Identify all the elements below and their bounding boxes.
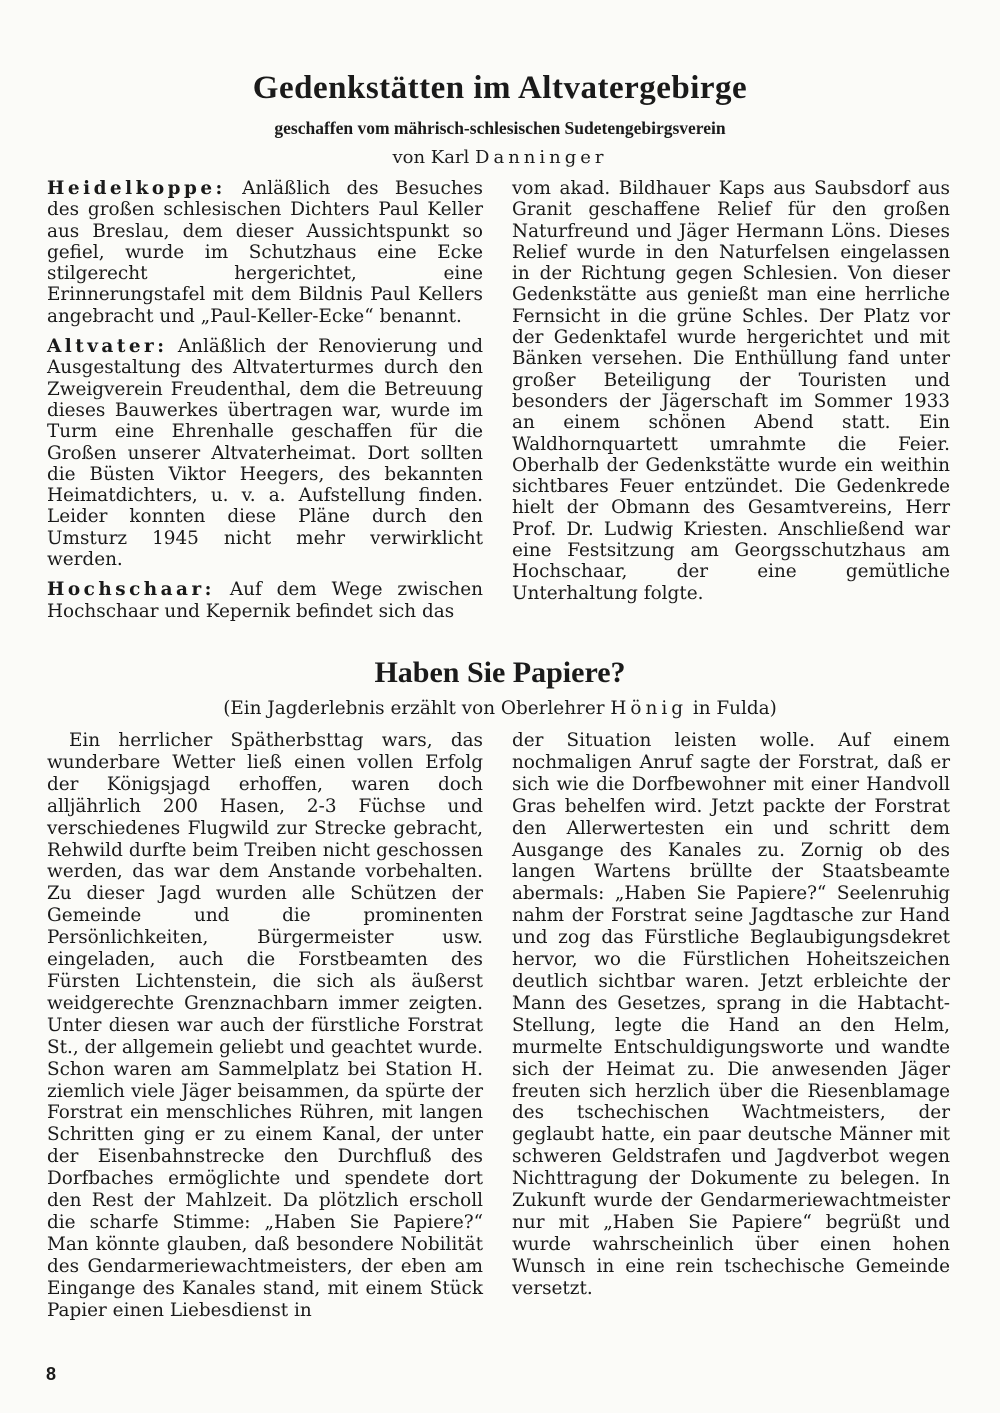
subtitle-prefix: (Ein Jagderlebnis erzählt von Oberlehrer	[223, 698, 611, 719]
section-keyword: Hochschaar:	[47, 579, 215, 601]
section-text: Auf dem Wege zwischen Hochschaar und Kepernik befindet sich das	[47, 579, 483, 622]
section-altvater	[47, 336, 483, 570]
article1-left-column	[47, 178, 483, 622]
article1-subtitle: geschaffen vom mährisch-schlesischen Sudetengebirgsverein	[274, 118, 726, 138]
article1-right-column	[512, 178, 950, 604]
article2-right-column	[512, 730, 950, 1300]
section-hochschaar	[47, 579, 483, 622]
article2-right-text: der Situation leisten wolle. Auf einem nochmaligen Anruf sagte der Forstrat, daß er sich wie die Dorfbewohner mit einer Handvoll Gras behelfen wird. Jetzt packte der Forstrat den Allerwertesten ein und schritt dem Ausgange des Kanales zu. Zornig ob des langen Wartens brüllte der Staatsbeamte abermals: „Haben Sie Papiere?“ Seelenruhig nahm der Forstrat seine Jagdtasche zur Hand und zog das Fürstliche Beglaubigungsdekret hervor, wo die Fürstlichen Hoheitszeichen deutlich sichtbar waren. Jetzt erbleichte der Mann des Gesetzes, sprang in die Habtacht-Stellung, legte die Hand an den Helm, murmelte Entschuldigungsworte und wandte sich der Heimat zu. Die anwesenden Jäger freuten sich herzlich über die Riesenblamage des tschechischen Wachtmeisters, der geglaubt hatte, ein paar deutsche Männer mit schweren Geldstrafen und Jagdverbot wegen Nichttragung der Dokumente zu belegen. In Zukunft wurde der Gendarmeriewachtmeister nur mit „Haben Sie Papiere“ begrüßt und wurde wahrscheinlich über einen hohen Wunsch in eine rein tschechische Gemeinde versetzt.	[512, 730, 950, 1299]
byline-author: Danninger	[475, 147, 608, 168]
article1-title: Gedenkstätten im Altvatergebirge	[252, 70, 748, 106]
subtitle-suffix: in Fulda)	[686, 698, 777, 719]
subtitle-author: Hönig	[610, 698, 687, 719]
article2-left-text: Ein herrlicher Spätherbsttag wars, das wunderbare Wetter ließ einen vollen Erfolg der Königsjagd erhoffen, waren doch alljährlich 200 Hasen, 2-3 Füchse und verschiedenes Flugwild zur Strecke gebracht, Rehwild durfte beim Treiben nicht geschossen werden, das war dem Anstande vorbehalten. Zu dieser Jagd wurden alle Schützen der Gemeinde und die prominenten Persönlichkeiten, Bürgermeister usw. eingeladen, auch die Forstbeamten des Fürsten Lichtenstein, die sich als äußerst weidgerechte Grenznachbarn immer zeigten. Unter diesen war auch der fürstliche Forstrat St., der allgemein geliebt und geachtet wurde. Schon waren am Sammelplatz bei Station H. ziemlich viele Jäger beisammen, da spürte der Forstrat ein menschliches Rühren, mit langen Schritten ging er zu einem Kanal, der unter der Eisenbahnstrecke den Durchfluß des Dorfbaches ermöglichte und spendete dort den Rest der Mahlzeit. Da plötzlich erscholl die scharfe Stimme: „Haben Sie Papiere?“ Man könnte glauben, daß besondere Nobilität des Gendarmeriewachtmeisters, der eben am Eingange des Kanales stand, mit einem Stück Papier einen Liebesdienst in	[47, 730, 483, 1321]
section-keyword: Altvater:	[47, 336, 168, 358]
page-number: 8	[46, 1364, 57, 1384]
article2-subtitle	[0, 697, 1000, 721]
article1-byline	[0, 146, 1000, 170]
section-heidelkoppe	[47, 178, 483, 327]
section-keyword: Heidelkoppe:	[47, 178, 226, 199]
article2-title: Haben Sie Papiere?	[374, 656, 626, 689]
article2-left-column	[47, 730, 483, 1321]
article1-right-text: vom akad. Bildhauer Kaps aus Saubsdorf aus Granit geschaffene Relief für den großen Naturfreund und Jäger Hermann Löns. Dieses Relief wurde in den Naturfelsen eingelassen in der Richtung gegen Schlesien. Von dieser Gedenkstätte aus genießt man eine herrliche Fernsicht in die grüne Schles. Der Platz vor der Gedenktafel wurde hergerichtet und mit Bänken versehen. Die Enthüllung fand unter großer Beteiligung der Touristen und besonders der Jägerschaft im Sommer 1933 an einem schönen Abend statt. Ein Waldhornquartett umrahmte die Feier. Oberhalb der Gedenkstätte wurde ein weithin sichtbares Feuer entzündet. Die Gedenkrede hielt der Obmann des Gesamtvereins, Herr Prof. Dr. Ludwig Kriesten. Anschließend war eine Festsitzung am Georgsschutzhaus am Hochschaar, der eine gemütliche Unterhaltung folgte.	[512, 178, 950, 604]
section-text: Anläßlich des Besuches des großen schlesischen Dichters Paul Keller aus Breslau, dem dieser Aussichtspunkt so gefiel, wurde im Schutzhaus eine Ecke stilgerecht hergerichtet, eine Erinnerungstafel mit dem Bildnis Paul Kellers angebracht und „Paul-Keller-Ecke“ benannt.	[47, 178, 483, 327]
section-text: Anläßlich der Renovierung und Ausgestaltung des Altvaterturmes durch den Zweigverein Freudenthal, dem die Betreuung dieses Bauwerkes übertragen war, wurde im Turm eine Ehrenhalle geschaffen für die Großen unserer Altvaterheimat. Dort sollten die Büsten Viktor Heegers, des bekannten Heimatdichters, u. v. a. Aufstellung finden. Leider konnten diese Pläne durch den Umsturz 1945 nicht mehr verwirklicht werden.	[47, 336, 483, 571]
byline-prefix: von Karl	[392, 147, 476, 168]
